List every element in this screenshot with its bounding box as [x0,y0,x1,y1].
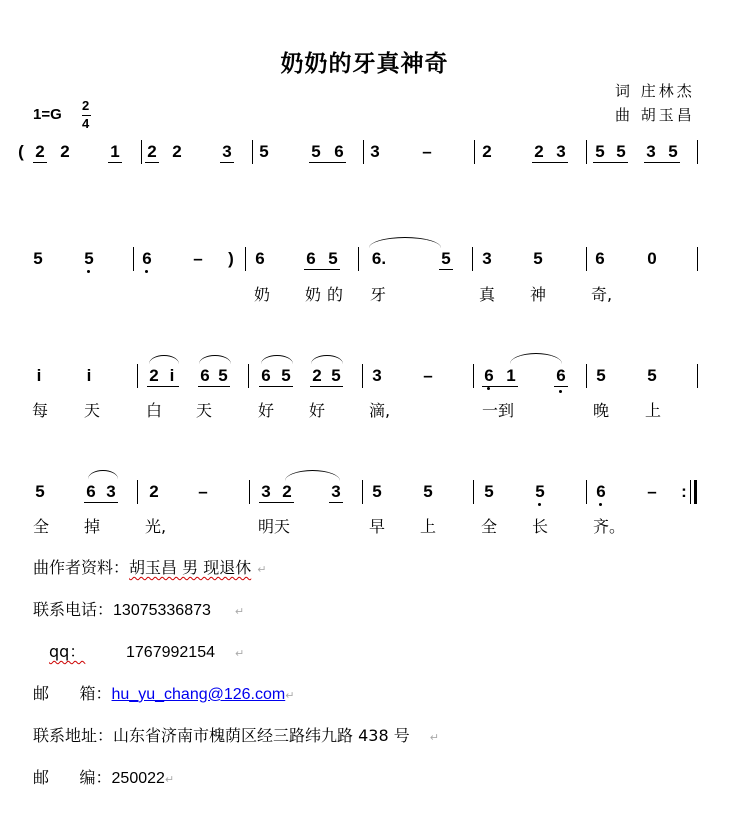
lyric: 好 [258,401,275,420]
note: 3 [482,249,492,268]
note: 3 [372,366,382,385]
note: 5 [33,249,43,268]
note: 2 [149,482,159,501]
slur [261,355,293,364]
lyric: 全 [481,517,498,536]
note: 6 [142,249,152,268]
key-signature: 1=G [33,106,62,123]
end-barline [694,480,697,504]
lyric: 上 [645,401,662,420]
lower-octave-dot [599,503,602,506]
note: 6 [556,366,566,385]
barline [586,140,587,164]
lyric: 白 [146,401,163,420]
close-paren: ) [228,249,234,268]
note: 5 [281,366,291,385]
note: 5 [311,142,321,161]
repeat-sign: : [681,482,687,501]
barline [697,247,698,271]
lyric: 奶 [254,285,271,304]
barline [248,364,249,388]
underline [108,162,122,163]
lyric: 晚 [593,401,610,420]
underline [644,162,680,163]
note: 3 [261,482,271,501]
lyric: 奶 [305,285,322,304]
barline [697,364,698,388]
lyric: 齐。 [593,517,626,536]
lyric: 明天 [258,517,291,536]
dash: – [647,482,657,501]
underline [198,386,230,387]
lower-octave-dot [538,503,541,506]
lyric: 一到 [482,401,515,420]
open-paren: ( [18,142,24,161]
barline [586,364,587,388]
underline [259,502,294,503]
slur [311,355,343,364]
barline [473,364,474,388]
note: i [36,366,42,385]
underline [439,269,453,270]
note: 5 [35,482,45,501]
underline [309,162,346,163]
barline [474,140,475,164]
author-info [33,555,266,578]
note: 5 [423,482,433,501]
note: 5 [595,142,605,161]
phone-info [33,597,244,620]
lower-octave-dot [559,390,562,393]
note: 2 [35,142,45,161]
paragraph-mark: ↵ [285,689,295,702]
lyric: 早 [369,517,386,536]
note: 5 [616,142,626,161]
note: 1 [110,142,120,161]
paragraph-mark: ↵ [234,647,245,660]
underline [310,386,343,387]
note: 2 [147,142,157,161]
note: 6 [595,249,605,268]
underline [554,386,568,387]
lyric: 天 [196,401,213,420]
lyric: 的 [327,285,344,304]
barline [472,247,473,271]
barline [363,140,364,164]
lyric: 长 [532,517,549,536]
note: i [86,366,92,385]
barline [137,364,138,388]
lower-octave-dot [487,387,490,390]
note: 5 [84,249,94,268]
underline [593,162,628,163]
dash: – [422,142,432,161]
underline [147,386,179,387]
note: 5 [259,142,269,161]
note: 2 [534,142,544,161]
note: 3 [370,142,380,161]
barline [358,247,359,271]
note: 3 [556,142,566,161]
barline [690,480,691,504]
underline [33,162,47,163]
barline [697,140,698,164]
note: 1 [506,366,516,385]
note: 2 [149,366,159,385]
lyric: 光, [145,517,167,536]
email-label: 邮 箱： [33,684,112,703]
note: 5 [331,366,341,385]
postcode-label: 邮 编： [33,768,112,787]
barline [249,480,250,504]
note: 5 [441,249,451,268]
note: 6 [255,249,265,268]
barline [252,140,253,164]
phone-value: 13075336873 [113,602,211,619]
note: 3 [646,142,656,161]
email-info [33,681,294,704]
underline [532,162,568,163]
barline [137,480,138,504]
slur [369,237,441,248]
author-label: 曲作者资料： [33,558,130,577]
lyric: 好 [309,401,326,420]
note: 3 [331,482,341,501]
dotted-note: 6. [371,249,387,268]
address-value: 山东省济南市槐荫区经三路纬九路 438 号 [113,726,410,745]
lyric: 滴, [369,401,391,420]
lyric: 奇, [591,285,613,304]
lyricist-credit: 词 庄林杰 [615,82,695,100]
composer-credit: 曲 胡玉昌 [615,106,695,124]
address-info [33,723,439,746]
underline [145,162,159,163]
note: 6 [261,366,271,385]
lyric: 上 [420,517,437,536]
slur [285,470,340,481]
barline [245,247,246,271]
note: 6 [334,142,344,161]
rest: 0 [647,249,657,268]
lyric: 每 [32,401,49,420]
note: 6 [306,249,316,268]
address-label: 联系地址： [33,726,114,745]
paragraph-mark: ↵ [257,563,267,576]
barline [141,140,142,164]
note: 5 [484,482,494,501]
dash: – [198,482,208,501]
note: 6 [200,366,210,385]
qq-info [49,639,244,662]
underline [304,269,340,270]
note: 5 [533,249,543,268]
lower-octave-dot [87,270,90,273]
barline [473,480,474,504]
note: 5 [218,366,228,385]
underline [259,386,293,387]
slur [149,355,179,364]
paragraph-mark: ↵ [429,731,439,744]
lyric: 神 [530,285,547,304]
dash: – [423,366,433,385]
lower-octave-dot [145,270,148,273]
slur [510,353,562,364]
note: 5 [647,366,657,385]
postcode-value: 250022 [111,770,165,787]
note: 2 [312,366,322,385]
note: 5 [372,482,382,501]
note: 3 [106,482,116,501]
note: 5 [328,249,338,268]
underline [329,502,343,503]
postcode-info [33,765,174,788]
song-title: 奶奶的牙真神奇 [280,51,449,77]
note: 6 [484,366,494,385]
time-sig-denominator: 4 [82,116,90,131]
note: i [169,366,175,385]
note: 3 [222,142,232,161]
lyric: 全 [33,517,50,536]
note: 2 [60,142,70,161]
note: 2 [172,142,182,161]
underline [482,386,518,387]
author-value: 胡玉昌 男 现退休 [129,558,252,577]
paragraph-mark: ↵ [164,773,175,786]
barline [362,364,363,388]
lyric: 牙 [370,285,387,304]
note: 2 [482,142,492,161]
note: 5 [668,142,678,161]
barline [362,480,363,504]
dash: – [193,249,203,268]
note: 5 [535,482,545,501]
lyric: 掉 [84,517,101,536]
barline [586,480,587,504]
email-link[interactable]: hu_yu_chang@126.com [111,686,286,703]
qq-value: 1767992154 [126,644,215,661]
note: 6 [86,482,96,501]
note: 5 [596,366,606,385]
barline [133,247,134,271]
note: 6 [596,482,606,501]
time-sig-numerator: 2 [82,98,90,113]
lyric: 真 [479,285,496,304]
qq-label: qq： [49,642,86,661]
slur [199,355,231,364]
underline [220,162,234,163]
note: 2 [282,482,292,501]
underline [84,502,118,503]
barline [586,247,587,271]
phone-label: 联系电话： [33,600,114,619]
lyric: 天 [84,401,101,420]
slur [88,470,118,479]
paragraph-mark: ↵ [234,605,245,618]
